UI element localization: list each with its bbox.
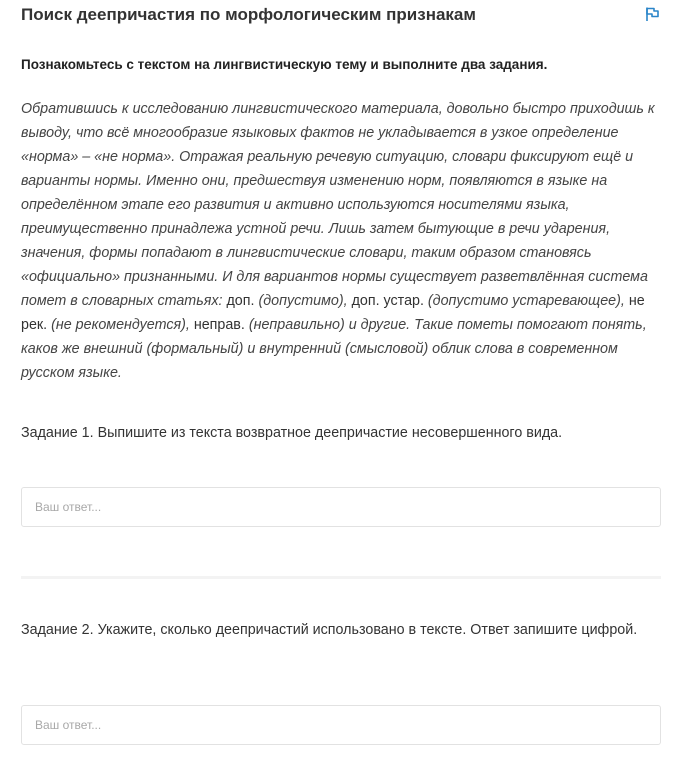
- page-title: Поиск деепричастия по морфологическим признакам: [21, 5, 476, 24]
- linguistic-text: [21, 97, 666, 385]
- task-1-label: Задание 1. Выпишите из текста возвратное деепричастие несовершенного вида.: [21, 425, 563, 441]
- task-2-answer-input[interactable]: [21, 705, 661, 745]
- instruction-text: Познакомьтесь с текстом на лингвистическую тему и выполните два задания.: [21, 57, 548, 72]
- text-fragment: (неправильно) и другие. Такие пометы помогают понять, каков же внешний (формальный) и внутренний (смысловой) облик слова в современном русском языке.: [21, 317, 647, 381]
- text-fragment: (не рекомендуется),: [47, 317, 194, 333]
- text-fragment: (допустимо устаревающее),: [423, 293, 629, 309]
- abbreviation: доп.: [226, 293, 255, 309]
- text-fragment: (допустимо),: [254, 293, 352, 309]
- flag-icon[interactable]: [644, 6, 660, 22]
- abbreviation: не рек.: [21, 293, 645, 333]
- header: [21, 3, 660, 27]
- task-1-answer-input[interactable]: [21, 487, 661, 527]
- task-2-label: Задание 2. Укажите, сколько деепричастий использовано в тексте. Ответ запишите цифрой.: [21, 622, 638, 638]
- abbreviation: неправ.: [193, 317, 245, 333]
- section-divider: [21, 576, 661, 579]
- abbreviation: доп. устар.: [351, 293, 424, 309]
- text-fragment: Обратившись к исследованию лингвистического материала, довольно быстро приходишь к выводу, что всё многообразие языковых фактов не укладывается в узкое определение «норма» – «не норма». Отражая реальную речевую ситуацию, словари фиксируют ещё и варианты нормы. Именно они, предшествуя изменению норм, появляются в языке на определённом этапе его развития и активно используются носителями языка, преимущественно принадлежа устной речи. Лишь затем бытующие в речи ударения, значения, формы попадают в лингвистические словари, таким образом становясь «официально» признанными. И для вариантов нормы существует разветвлённая система помет в словарных статьях:: [21, 101, 655, 309]
